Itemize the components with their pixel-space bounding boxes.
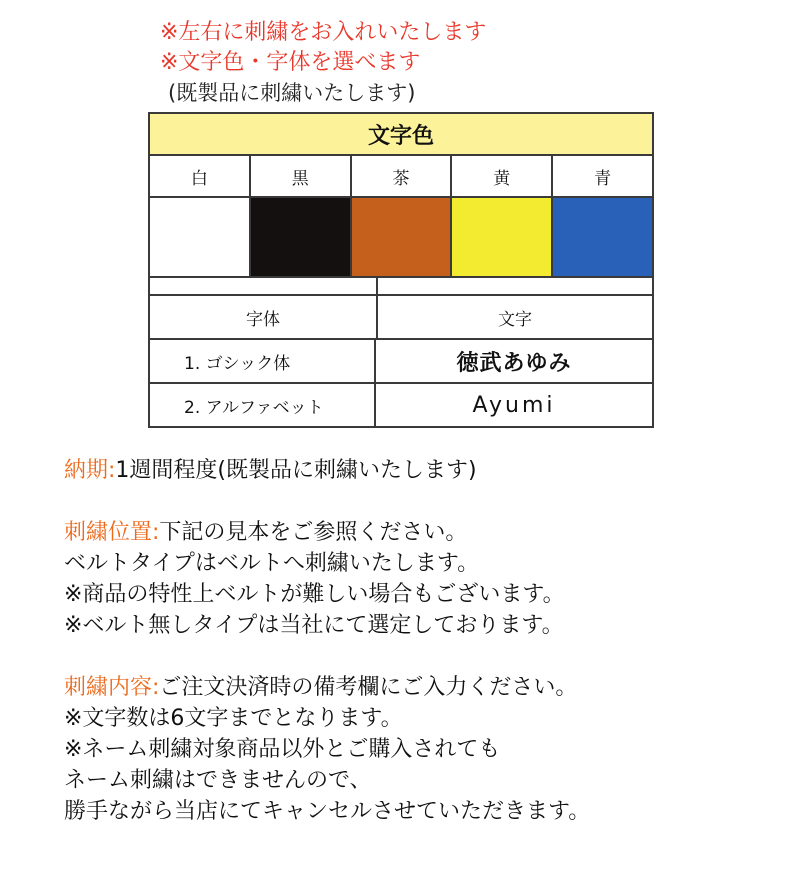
color-name-black: 黒 [251, 156, 352, 196]
note-embroider-both-sides: ※左右に刺繍をお入れいたします [160, 20, 487, 45]
font-sample-alphabet: Ayumi [472, 392, 556, 418]
color-swatch-row [150, 198, 652, 278]
font-table-header [150, 296, 652, 340]
delivery-section [64, 455, 590, 486]
position-line-4: ※ベルト無しタイプは当社にて選定しております。 [64, 613, 564, 638]
swatch-yellow [452, 198, 553, 276]
font-row-alphabet [150, 384, 652, 426]
delivery-text: 1週間程度(既製品に刺繍いたします) [115, 458, 477, 483]
content-line-3: ※ネーム刺繍対象商品以外とご購入されても [64, 737, 501, 762]
swatch-brown [352, 198, 453, 276]
delivery-label: 納期: [64, 458, 116, 483]
spacer-row [150, 278, 652, 296]
notes-block [160, 18, 486, 108]
swatch-white [150, 198, 251, 276]
font-row-gothic [150, 340, 652, 384]
swatch-black [251, 198, 352, 276]
font-sample-gothic: 徳武あゆみ [456, 350, 572, 376]
content-section [64, 672, 590, 827]
font-header-style: 字体 [150, 296, 378, 338]
font-name-gothic: 1. ゴシック体 [150, 340, 376, 382]
color-name-yellow: 黄 [452, 156, 553, 196]
swatch-blue [553, 198, 652, 276]
content-line-1: ご注文決済時の備考欄にご入力ください。 [159, 675, 578, 700]
table-title: 文字色 [150, 114, 652, 156]
info-block [64, 455, 590, 858]
position-line-3: ※商品の特性上ベルトが難しい場合もございます。 [64, 582, 565, 607]
color-name-white: 白 [150, 156, 251, 196]
color-name-row [150, 156, 652, 198]
position-line-1: 下記の見本をご参照ください。 [159, 520, 468, 545]
content-line-5: 勝手ながら当店にてキャンセルさせていただきます。 [64, 799, 591, 824]
position-label: 刺繍位置: [64, 520, 160, 545]
color-font-table [148, 112, 654, 428]
color-name-blue: 青 [594, 168, 612, 189]
font-table [150, 296, 652, 426]
content-line-4: ネーム刺繍はできませんので、 [64, 768, 372, 793]
font-name-alphabet: 2. アルファベット [150, 384, 376, 426]
content-line-2: ※文字数は6文字までとなります。 [64, 706, 403, 731]
note-existing-product: (既製品に刺繍いたします) [168, 81, 416, 105]
note-choose-color-font: ※文字色・字体を選べます [160, 50, 421, 75]
font-header-text: 文字 [498, 309, 532, 330]
position-section [64, 517, 590, 641]
position-line-2: ベルトタイプはベルトへ刺繍いたします。 [64, 551, 480, 576]
color-name-brown: 茶 [352, 156, 453, 196]
content-label: 刺繍内容: [64, 675, 160, 700]
